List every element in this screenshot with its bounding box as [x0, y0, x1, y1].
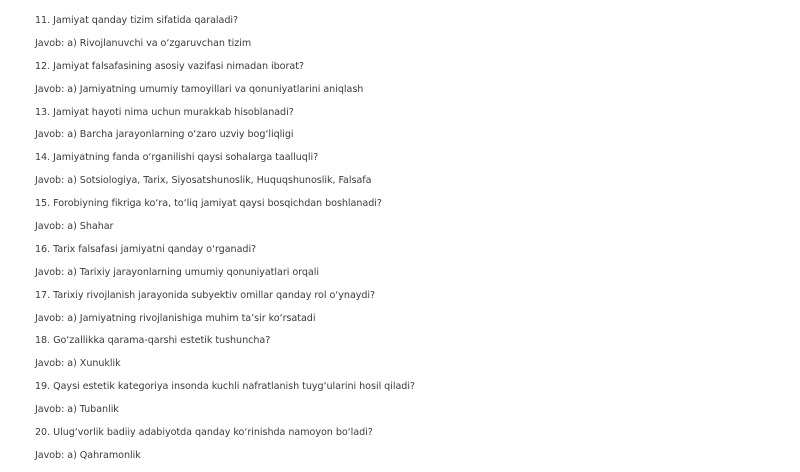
question-text: 18. Go‘zallikka qarama-qarshi estetik tushuncha?	[35, 335, 271, 347]
answer-text: Javob: a) Rivojlanuvchi va o‘zgaruvchan tizim	[35, 37, 252, 49]
answer-text: Javob: a) Qahramonlik	[35, 449, 141, 461]
quiz-document	[35, 14, 780, 472]
question-text: 14. Jamiyatning fanda o‘rganilishi qaysi sohalarga taalluqli?	[35, 152, 319, 164]
question-text: 16. Tarix falsafasi jamiyatni qanday o‘rganadi?	[35, 243, 257, 255]
answer-text: Javob: a) Sotsiologiya, Tarix, Siyosatshunoslik, Huquqshunoslik, Falsafa	[35, 175, 372, 187]
question-text: 17. Tarixiy rivojlanish jarayonida subyektiv omillar qanday rol o‘ynaydi?	[35, 289, 376, 301]
question-text: 15. Forobiyning fikriga ko‘ra, to‘liq jamiyat qaysi bosqichdan boshlanadi?	[35, 198, 382, 210]
answer-text: Javob: a) Jamiyatning umumiy tamoyillari va qonuniyatlarini aniqlash	[35, 83, 364, 95]
answer-text: Javob: a) Tubanlik	[35, 404, 119, 416]
answer-text: Javob: a) Tarixiy jarayonlarning umumiy qonuniyatlari orqali	[35, 266, 319, 278]
question-text: 19. Qaysi estetik kategoriya insonda kuchli nafratlanish tuyg‘ularini hosil qiladi?	[35, 381, 415, 393]
answer-text: Javob: a) Xunuklik	[35, 358, 121, 370]
answer-text: Javob: a) Shahar	[35, 221, 114, 233]
question-text: 20. Ulug‘vorlik badiiy adabiyotda qanday ko‘rinishda namoyon bo‘ladi?	[35, 427, 373, 439]
question-text: 13. Jamiyat hayoti nima uchun murakkab hisoblanadi?	[35, 106, 294, 118]
question-text: 11. Jamiyat qanday tizim sifatida qaraladi?	[35, 15, 239, 26]
question-text: 12. Jamiyat falsafasining asosiy vazifasi nimadan iborat?	[35, 60, 304, 72]
answer-text: Javob: a) Jamiyatning rivojlanishiga muhim ta’sir ko‘rsatadi	[35, 312, 316, 324]
answer-text: Javob: a) Barcha jarayonlarning o‘zaro uzviy bog‘liqligi	[35, 129, 294, 141]
